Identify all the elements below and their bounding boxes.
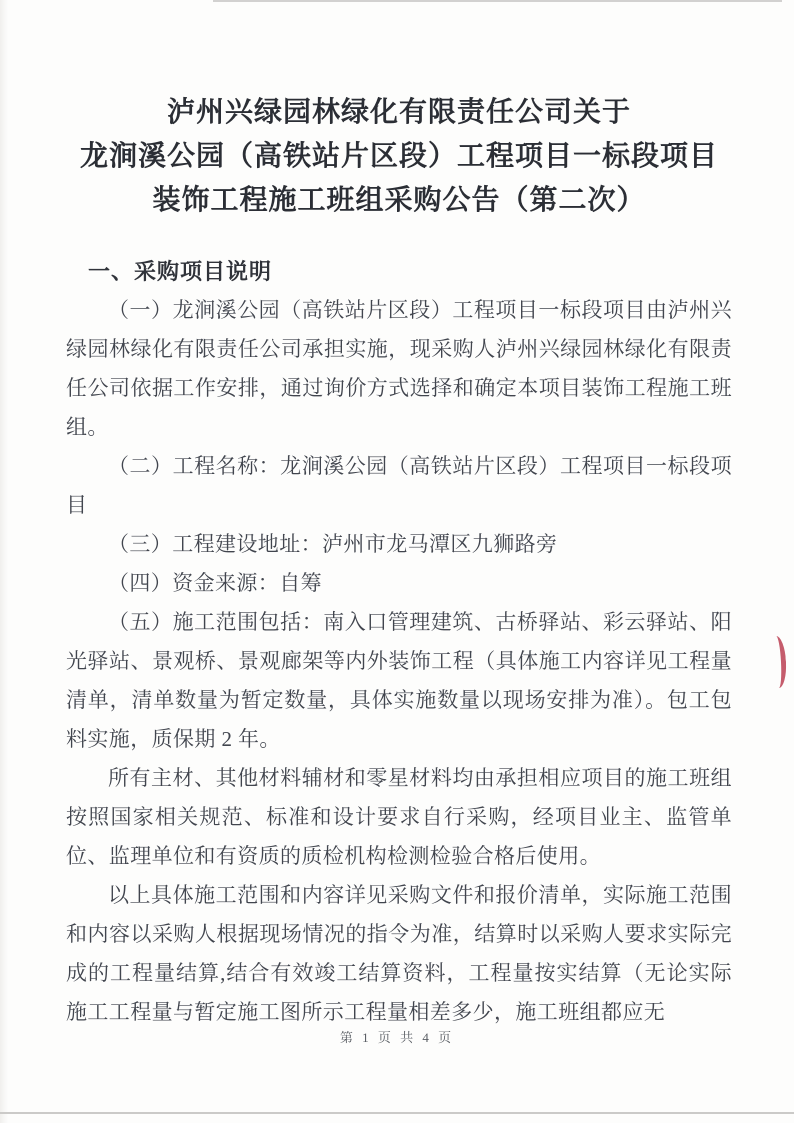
scan-edge-bottom: [0, 1112, 794, 1114]
title-line-1: 泸州兴绿园林绿化有限责任公司关于: [166, 96, 631, 127]
paragraph-7: 以上具体施工范围和内容详见采购文件和报价清单，实际施工范围和内容以采购人根据现场情况的指令为准，结算时以采购人要求实际完成的工程量结算,结合有效竣工结算资料，工程量按实结算（无论实际施工工程量与暂定施工图所示工程量相差多少，施工班组都应无: [66, 883, 732, 1024]
paragraph-5: （五）施工范围包括：南入口管理建筑、古桥驿站、彩云驿站、阳光驿站、景观桥、景观廊架等内外装饰工程（具体施工内容详见工程量清单，清单数量为暂定数量，具体实施数量以现场安排为准）。包工包料实施，质保期 2 年。: [66, 610, 732, 751]
paragraph-3: （三）工程建设地址：泸州市龙马潭区九狮路旁: [108, 532, 558, 556]
paragraph-2: （二）工程名称：龙涧溪公园（高铁站片区段）工程项目一标段项目: [66, 454, 732, 517]
document-title: [66, 0, 732, 222]
section-heading: 一、采购项目说明: [88, 259, 273, 284]
paragraph-6: 所有主材、其他材料辅材和零星材料均由承担相应项目的施工班组按照国家相关规范、标准和设计要求自行采购，经项目业主、监管单位、监理单位和有资质的质检机构检测检验合格后使用。: [66, 766, 732, 868]
paragraph-4: （四）资金来源：自筹: [108, 571, 322, 595]
page-number-footer: 第 1 页 共 4 页: [339, 1030, 455, 1045]
title-line-2: 龙涧溪公园（高铁站片区段）工程项目一标段项目: [79, 140, 718, 171]
title-line-3: 装饰工程施工班组采购公告（第二次）: [152, 184, 646, 215]
paragraph-1: （一）龙涧溪公园（高铁站片区段）工程项目一标段项目由泸州兴绿园林绿化有限责任公司承担实施，现采购人泸州兴绿园林绿化有限责任公司依据工作安排，通过询价方式选择和确定本项目装饰工程施工班组。: [66, 298, 732, 439]
